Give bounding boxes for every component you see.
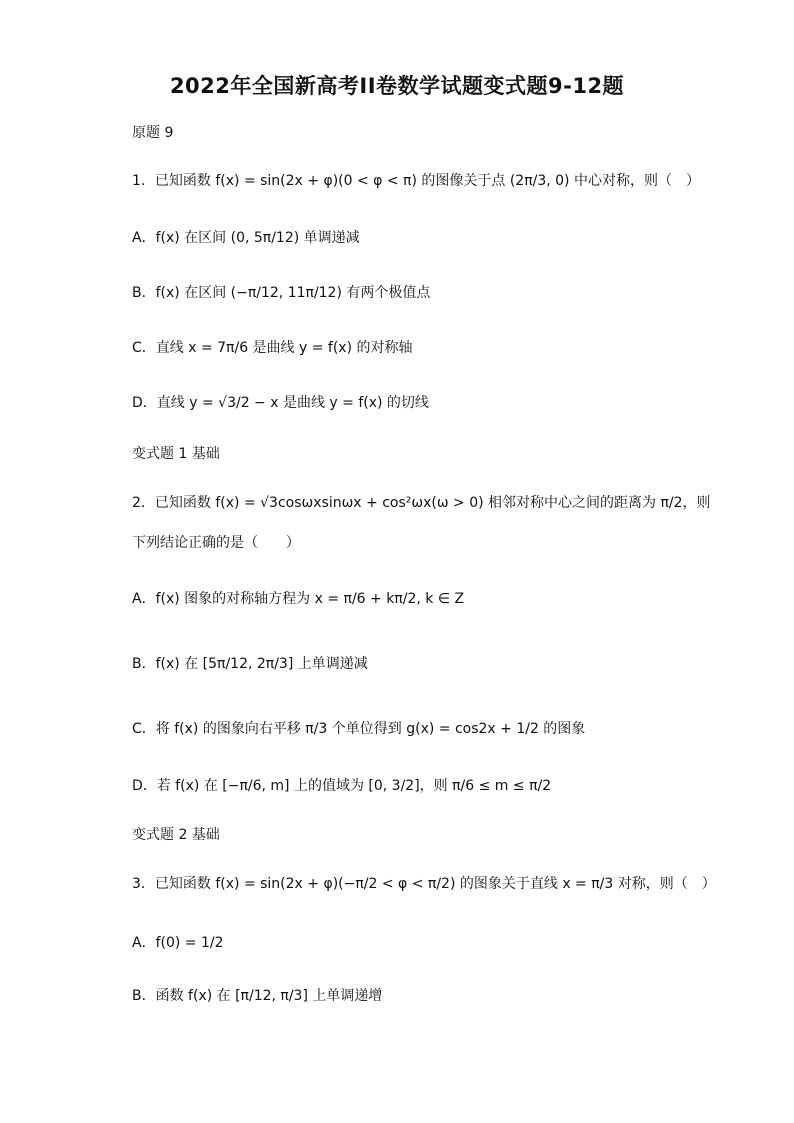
text-line-l1: 原题 9 xyxy=(132,125,174,141)
text-line-l14: 变式题 2 基础 xyxy=(132,827,220,843)
text-line-l15: 3．已知函数 f(x) = sin(2x + φ)(−π/2 < φ < π/2) 的图象关于直线 x = π/3 对称，则（ ） xyxy=(132,876,716,892)
text-line-l9: 下列结论正确的是（ ） xyxy=(132,535,300,551)
text-line-l16: A．f(0) = 1/2 xyxy=(132,935,224,951)
text-line-l13: D．若 f(x) 在 [−π/6, m] 上的值域为 [0, 3/2]，则 π/6 ≤ m ≤ π/2 xyxy=(132,778,552,794)
text-line-l12: C．将 f(x) 的图象向右平移 π/3 个单位得到 g(x) = cos2x + 1/2 的图象 xyxy=(132,721,586,737)
text-line-l6: D．直线 y = √3/2 − x 是曲线 y = f(x) 的切线 xyxy=(132,395,429,411)
text-line-l3: A．f(x) 在区间 (0, 5π/12) 单调递减 xyxy=(132,230,360,246)
text-line-l8: 2．已知函数 f(x) = √3cosωxsinωx + cos²ωx(ω > 0) 相邻对称中心之间的距离为 π/2，则 xyxy=(132,495,711,511)
text-line-l10: A．f(x) 图象的对称轴方程为 x = π/6 + kπ/2, k ∈ Z xyxy=(132,591,465,607)
text-line-l2: 1．已知函数 f(x) = sin(2x + φ)(0 < φ < π) 的图像关于点 (2π/3, 0) 中心对称，则（ ） xyxy=(132,173,700,189)
page-title: 2022年全国新高考II卷数学试题变式题9-12题 xyxy=(169,74,625,98)
text-line-l5: C．直线 x = 7π/6 是曲线 y = f(x) 的对称轴 xyxy=(132,340,413,356)
text-line-l11: B．f(x) 在 [5π/12, 2π/3] 上单调递减 xyxy=(132,656,368,672)
text-line-l17: B．函数 f(x) 在 [π/12, π/3] 上单调递增 xyxy=(132,988,383,1004)
text-line-l4: B．f(x) 在区间 (−π/12, 11π/12) 有两个极值点 xyxy=(132,285,431,301)
text-line-l7: 变式题 1 基础 xyxy=(132,446,220,462)
